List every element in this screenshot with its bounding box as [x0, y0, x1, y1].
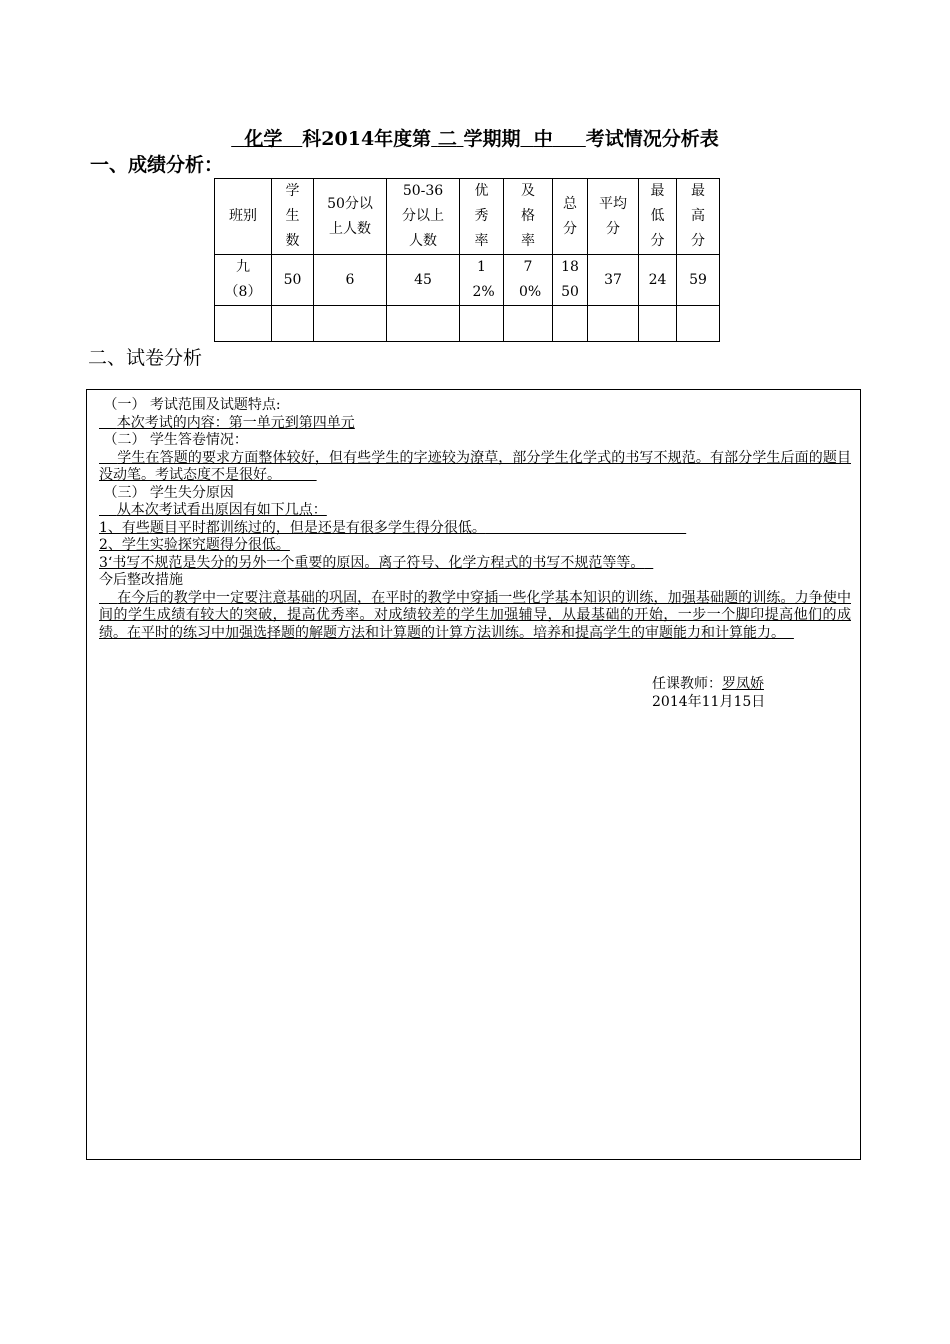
header-excellent-rate: 优秀率 — [460, 179, 504, 255]
signature-block — [652, 675, 765, 711]
empty-cell — [314, 306, 387, 342]
header-class: 班别 — [215, 179, 272, 255]
item2-text: 学生在答题的要求方面整体较好，但有些学生的字迹较为潦草，部分学生化学式的书写不规范。有部分学生后面的题目没动笔。考试态度不是很好。 — [99, 449, 851, 483]
measures-heading: 今后整改措施 — [99, 572, 183, 588]
item3-intro: 从本次考试看出原因有如下几点： — [116, 502, 327, 518]
teacher-name: 罗凤娇 — [722, 676, 764, 692]
cell-class: 九（8） — [215, 255, 272, 306]
table-header-row — [215, 179, 720, 255]
empty-cell — [553, 306, 588, 342]
empty-cell — [588, 306, 639, 342]
header-36-50: 50-36分以上人数 — [387, 179, 460, 255]
cell-average: 37 — [588, 255, 639, 306]
table-row — [215, 255, 720, 306]
empty-cell — [504, 306, 553, 342]
cell-excellent-rate: 12% — [460, 255, 504, 306]
empty-cell — [215, 306, 272, 342]
empty-cell — [272, 306, 314, 342]
title-year-text: 科2014年度第 — [302, 128, 432, 150]
analysis-box — [86, 389, 861, 1160]
cell-36-50: 45 — [387, 255, 460, 306]
title-suffix: 考试情况分析表 — [585, 128, 719, 150]
cell-total: 1850 — [553, 255, 588, 306]
section-heading-score: 一、成绩分析： — [90, 154, 224, 176]
reason-3: 3‘书写不规范是失分的另外一个重要的原因。离子符号、化学方程式的书写不规范等等。 — [99, 554, 645, 571]
page-title — [0, 124, 950, 151]
header-average: 平均分 — [588, 179, 639, 255]
item3-heading: （三） 学生失分原因 — [103, 484, 234, 501]
teacher-line — [652, 675, 765, 693]
cell-min: 24 — [639, 255, 677, 306]
title-term-num: 二 — [437, 128, 457, 150]
teacher-label: 任课教师： — [652, 676, 722, 692]
empty-cell — [460, 306, 504, 342]
header-pass-rate: 及格率 — [504, 179, 553, 255]
item1-heading: （一） 考试范围及试题特点: — [103, 397, 281, 413]
item1-text: 本次考试的内容：第一单元到第四单元 — [116, 414, 355, 431]
title-exam-type: 中 — [533, 128, 553, 150]
signature-date: 2014年11月15日 — [652, 694, 766, 710]
empty-cell — [387, 306, 460, 342]
header-max: 最高分 — [677, 179, 720, 255]
header-total: 总分 — [553, 179, 588, 255]
cell-students: 50 — [272, 255, 314, 306]
reason-2: 2、学生实验探究题得分很低。 — [99, 537, 290, 553]
item2-heading: （二） 学生答卷情况： — [103, 432, 248, 448]
cell-pass-rate: 70% — [504, 255, 553, 306]
title-subject: 化学 — [244, 128, 283, 150]
analysis-content — [99, 397, 851, 642]
header-students: 学生数 — [272, 179, 314, 255]
header-min: 最低分 — [639, 179, 677, 255]
empty-cell — [677, 306, 720, 342]
cell-max: 59 — [677, 255, 720, 306]
empty-cell — [639, 306, 677, 342]
table-row-empty — [215, 306, 720, 342]
cell-above-50: 6 — [314, 255, 387, 306]
header-above-50: 50分以上人数 — [314, 179, 387, 255]
score-table — [214, 178, 720, 342]
section-heading-paper: 二、试卷分析 — [88, 347, 203, 369]
title-term-text: 学期期 — [463, 128, 521, 150]
reason-1: 1、有些题目平时都训练过的，但是还是有很多学生得分很低。 — [99, 519, 486, 536]
measures-text: 在今后的教学中一定要注意基础的巩固，在平时的教学中穿插一些化学基本知识的训练，加强基础题的训练。力争使中间的学生成绩有较大的突破，提高优秀率。对成绩较差的学生加强辅导，从最基础的开始，一步一个脚印提高他们的成绩。在平时的练习中加强选择题的解题方法和计算题的计算方法训练。培养和提高学生的审题能力和计算能力。 — [99, 589, 851, 641]
